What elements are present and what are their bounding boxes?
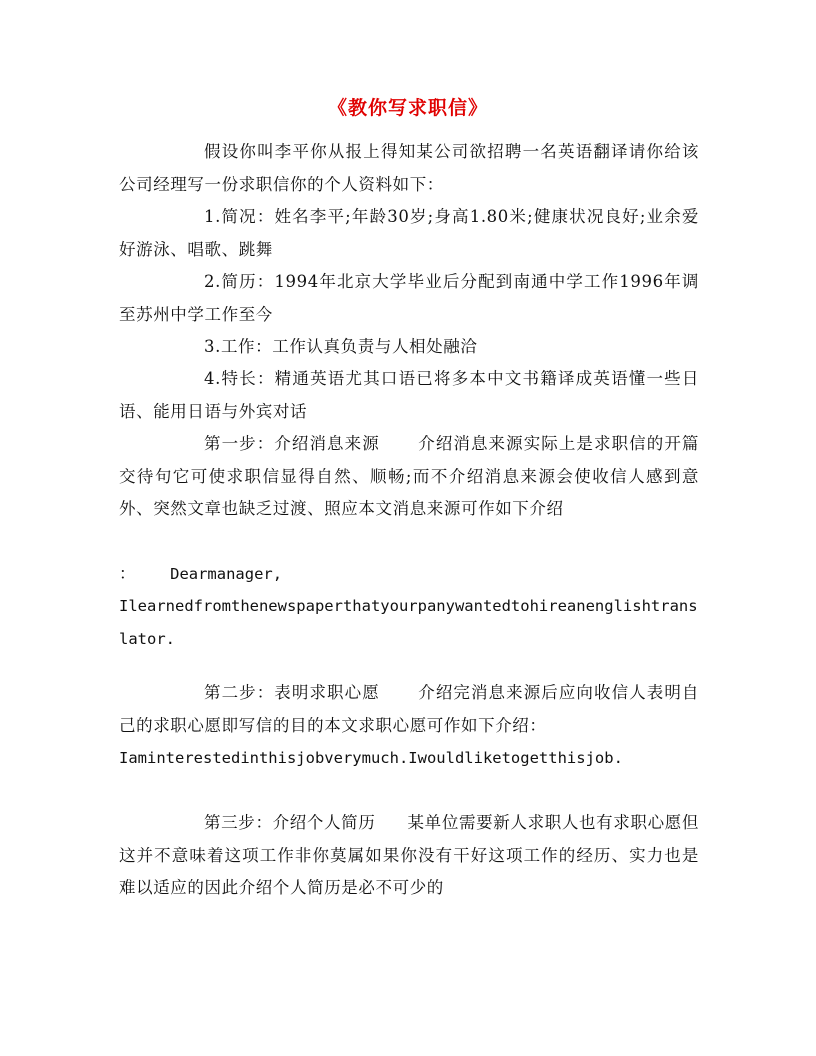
step2-paragraph xyxy=(119,677,699,742)
step1-paragraph xyxy=(119,428,699,526)
step3-paragraph xyxy=(119,807,699,905)
item-4-paragraph: 4.特长：精通英语尤其口语已将多本中文书籍译成英语懂一些日语、能用日语与外宾对话 xyxy=(119,369,699,421)
step2-body: 介绍完消息来源后应向收信人表明自己的求职心愿即写信的目的本文求职心愿可作如下介绍： xyxy=(119,683,699,735)
step3-body: 某单位需要新人求职人也有求职心愿但这并不意味着这项工作非你莫属如果你没有干好这项工作的经历、实力也是难以适应的因此介绍个人简历是必不可少的 xyxy=(119,813,700,897)
item-3-paragraph: 3.工作：工作认真负责与人相处融洽 xyxy=(204,337,478,356)
step1-salutation: Dearmanager, xyxy=(170,565,283,583)
item-1-paragraph: 1.简况：姓名李平;年龄30岁;身高1.80米;健康状况良好;业余爱好游泳、唱歌、跳舞 xyxy=(119,207,699,259)
step1-salutation-line xyxy=(119,558,699,591)
step2-english-sentence: Iaminterestedinthisjobverymuch.Iwouldliketogetthisjob. xyxy=(119,749,623,767)
document-title: 《教你写求职信》 xyxy=(327,97,488,119)
intro-paragraph: 假设你叫李平你从报上得知某公司欲招聘一名英语翻译请你给该公司经理写一份求职信你的个人资料如下： xyxy=(119,142,699,194)
step2-heading: 第二步：表明求职心愿 xyxy=(204,683,380,702)
step1-heading: 第一步：介绍消息来源 xyxy=(204,434,380,453)
step3-heading: 第三步：介绍个人简历 xyxy=(204,813,376,832)
item-2-paragraph: 2.简历：1994年北京大学毕业后分配到南通中学工作1996年调至苏州中学工作至今 xyxy=(119,272,699,324)
step1-english-sentence: Ilearnedfromthenewspaperthatyourpanywantedtohireanenglishtranslator. xyxy=(119,597,698,648)
step1-body: 介绍消息来源实际上是求职信的开篇交待句它可使求职信显得自然、顺畅;而不介绍消息来源会使收信人感到意外、突然文章也缺乏过渡、照应本文消息来源可作如下介绍 xyxy=(119,434,699,518)
step1-colon: ： xyxy=(119,564,137,583)
